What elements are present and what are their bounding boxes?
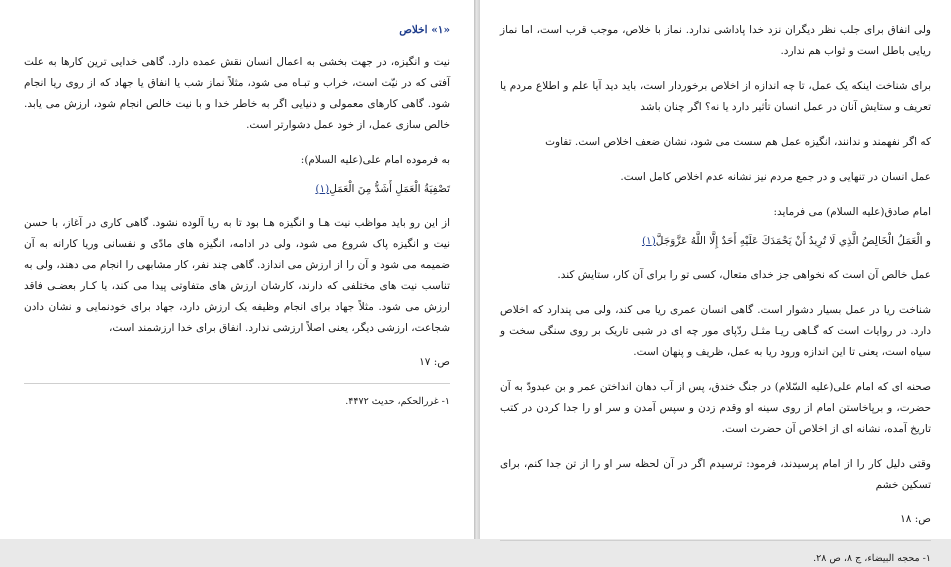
- paragraph: صحنه ای که امام علی(علیه السّلام) در جنگ خندق، پس از آب دهان انداختن عمر و بن عبدودّ به آن حضرت، و برپاخاستن امام از روی سینه او وقدم زدن و سپس آمدن و سر او را جدا کردن در کتب تاریخ آمده، نشانه ای از اخلاص آن حضرت است.: [500, 381, 931, 435]
- paragraph: نیت و انگیزه، در جهت بخشی به اعمال انسان نقش عمده دارد. گاهی خدایی ترین کارها به علت آفتی که در نیّت است، خراب و تبـاه می شود، مثلاً نماز شب یا انفاق یا جهاد که از روی ریا انجام شود. گاهی کارهای معمولی و دنیایی اگر به خاطر خدا و با نیت خالص انجام شود، ارزش می یابد. خالص سازی عمل، از خود عمل دشوارتر است.: [24, 56, 450, 131]
- footnote: ۱- محجه البیضاء، ج ۸، ص ۲۸.: [813, 553, 931, 564]
- left-page: [0, 0, 474, 539]
- footnote-link[interactable]: (۱): [315, 183, 330, 195]
- paragraph: وقتی دلیل کار را از امام پرسیدند، فرمود: ترسیدم اگر در آن لحظه سر او را از تن جدا کنم، برای تسکین خشم: [500, 458, 931, 491]
- page-number: ص: ۱۸: [900, 513, 931, 525]
- footnote-divider: [24, 383, 450, 384]
- arabic-quote: [500, 231, 931, 251]
- right-page: [480, 0, 951, 564]
- paragraph: ولی انفاق برای جلب نظر دیگران نزد خدا پاداشی ندارد. نماز با خلاص، موجب قرب است، اما نماز ریایی باطل است و ثواب هم ندارد.: [500, 24, 931, 57]
- page-number: ص: ۱۷: [419, 356, 450, 368]
- quote-intro: امام صادق(علیه السلام) می فرماید:: [773, 206, 931, 218]
- paragraph: برای شناخت اینکه یک عمل، تا چه اندازه از اخلاص برخوردار است، باید دید آیا علم و اطلاع مردم یا تعریف و ستایش آنان در عمل انسان تأثیر دارد یا نه؟ اگر چنان باشد: [500, 80, 931, 113]
- paragraph: که اگر نفهمند و ندانند، انگیزه عمل هم سست می شود، نشان ضعف اخلاص است. تفاوت: [545, 136, 931, 148]
- paragraph: شناخت ریا در عمل بسیار دشوار است. گاهی انسان عمری ریا می کند، ولی می پندارد که اخلاص دارد. در روایات است که گـاهی ریـا مثـل ردّپای مور چه ای در شبی تاریک بر روی سنگی سخت و سیاه است، یعنی تا این اندازه ورود ریا به عمل، ظریف و پنهان است.: [500, 304, 931, 358]
- section-title: «۱» اخلاص: [399, 24, 450, 36]
- paragraph: از این رو باید مواظب نیت هـا و انگیزه هـا بود تا به ریا آلوده نشود. گاهی کاری در آغاز، با حسن نیت و انگیزه پاک شروع می شود، ولی در ادامه، انگیزه های مادّی و نفسانی وریا کارانه به آن ضمیمه می شود و آن را از ارزش می اندازد. گاهی چند نفر، کار مشابهی را انجام می دهند، ولی به تناسب نیت های مختلفی که دارند، کارشان ارزش های متفاوتی پیدا می کند، یا کـار بعضـی فاقد ارزش می شود. مثلاً جهاد برای انجام وظیفه یک ارزش دارد، جهاد برای خودنمایی و نشان دادن شجاعت، ارزشی دیگر، یعنی اصلاً ارزشی ندارد. انفاق برای خدا ارزشمند است،: [24, 217, 450, 334]
- arabic-quote-text: تَصْفِيَةُ الْعَمَلِ أَشَدُّ مِنَ الْعَمَلِ: [329, 183, 450, 195]
- quote-intro: به فرموده امام علی(علیه السلام):: [300, 154, 450, 166]
- footnote-link[interactable]: (۱): [641, 235, 656, 247]
- paragraph: عمل انسان در تنهایی و در جمع مردم نیز نشانه عدم اخلاص کامل است.: [620, 171, 931, 183]
- arabic-quote-text: و الْعَمَلُ الْخَالِصُ الَّذِي لَا تُرِيدُ أَنْ يَحْمَدَكَ عَلَيْهِ أَحَدٌ إِلَّا اللَّهُ عَزَّوَجَلَّ: [655, 235, 931, 247]
- arabic-quote: [24, 179, 450, 199]
- paragraph: عمل خالص آن است که نخواهی جز خدای متعال، کسی تو را برای آن کار، ستایش کند.: [557, 269, 931, 281]
- footnote: ۱- غررالحکم، حدیث ۴۴۷۲.: [345, 396, 450, 407]
- footnote-divider: [500, 540, 931, 541]
